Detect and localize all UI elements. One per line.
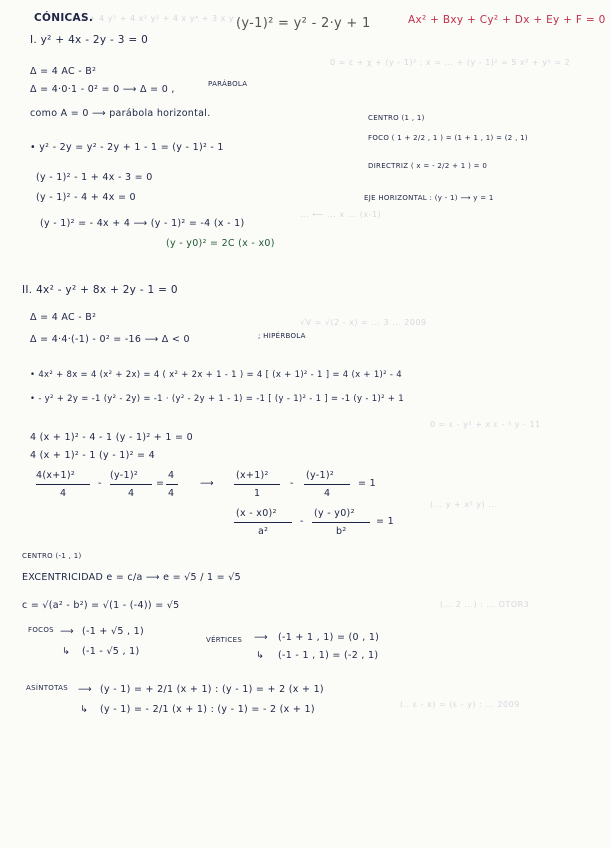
bleed-through-text: √V = √(2 - x) = ... 3 ... 2009 [300, 318, 427, 327]
arrow-icon: ↳ [80, 704, 89, 715]
bleed-through-text: (... y + x² y) ... [430, 500, 498, 509]
fraction-numerator: (x - x0)² [236, 508, 277, 519]
problem2-line: Δ = 4·4·(-1) - 0² = -16 ⟶ Δ < 0 [30, 334, 190, 345]
hyperbola-eccentricity: EXCENTRICIDAD e = c/a ⟶ e = √5 / 1 = √5 [22, 572, 241, 583]
fraction-denominator: 4 [60, 488, 67, 499]
arrow-icon: ↳ [62, 646, 71, 657]
focus-2: (-1 - √5 , 1) [82, 646, 140, 657]
hyperbola-c-value: c = √(a² - b²) = √(1 - (-4)) = √5 [22, 600, 180, 611]
equals-sign: = [156, 478, 165, 489]
problem2-line: • - y² + 2y = -1 (y² - 2y) = -1 · (y² - 2y + 1 - 1) = -1 [ (y - 1)² - 1 ] = -1 (y - 1)² + 1 [30, 394, 404, 404]
fraction-bar [36, 484, 90, 485]
fraction-bar [110, 484, 152, 485]
fraction-numerator: 4 [168, 470, 175, 481]
problem2-line: Δ = 4 AC - B² [30, 312, 97, 323]
problem2-statement: II. 4x² - y² + 8x + 2y - 1 = 0 [22, 284, 178, 296]
arrow-icon: ⟶ [60, 626, 74, 637]
foci-label: FOCOS [28, 626, 54, 634]
arrow: ⟶ [200, 478, 214, 489]
fraction-numerator: (x+1)² [236, 470, 269, 481]
fraction-bar [234, 484, 280, 485]
page-title: CÓNICAS. [34, 12, 94, 24]
problem1-line: • y² - 2y = y² - 2y + 1 - 1 = (y - 1)² - 1 [30, 142, 224, 153]
fraction-bar [312, 522, 370, 523]
fraction-denominator: 1 [254, 488, 261, 499]
arrow-icon: ⟶ [254, 632, 268, 643]
problem1-standard-form: (y - y0)² = 2C (x - x0) [166, 238, 275, 249]
minus-sign: - [290, 478, 294, 489]
problem2-line: 4 (x + 1)² - 1 (y - 1)² = 4 [30, 450, 155, 461]
fraction-denominator: 4 [324, 488, 331, 499]
bleed-through-text: 0 = ε - y² + x ε - ² y - 11 [430, 420, 541, 429]
problem1-type-label: PARÁBOLA [208, 80, 248, 88]
bleed-through-text: ... ⟵ ... x ... (x-1) [300, 210, 382, 219]
fraction-numerator: 4(x+1)² [36, 470, 75, 481]
arrow-icon: ↳ [256, 650, 265, 661]
fraction-bar [166, 484, 178, 485]
vertex-1: (-1 + 1 , 1) = (0 , 1) [278, 632, 380, 643]
problem1-line: (y - 1)² - 4 + 4x = 0 [36, 192, 136, 203]
fraction-numerator: (y-1)² [306, 470, 334, 481]
problem1-line: como A = 0 ⟶ parábola horizontal. [30, 108, 211, 119]
vertices-label: VÉRTICES [206, 636, 243, 644]
asymptote-1: (y - 1) = + 2/1 (x + 1) : (y - 1) = + 2 (x + 1) [100, 684, 324, 695]
focus-1: (-1 + √5 , 1) [82, 626, 144, 637]
parabola-axis: EJE HORIZONTAL : (y - 1) ⟶ y = 1 [364, 194, 494, 202]
minus-sign: - [300, 516, 304, 527]
bleed-through-text: (.. ε - x) = (ε - y) : ... 2009 [400, 700, 520, 709]
handwritten-identity: (y-1)² = y² - 2·y + 1 [236, 16, 371, 31]
fraction-numerator: (y - y0)² [314, 508, 355, 519]
equals-one: = 1 [358, 478, 376, 489]
bleed-through-text: (... 2 ...) : ... OTOR3 [440, 600, 530, 609]
parabola-focus: FOCO ( 1 + 2/2 , 1 ) = (1 + 1 , 1) = (2 , 1) [368, 134, 528, 142]
asymptotes-label: ASÍNTOTAS [26, 684, 68, 692]
fraction-denominator: 4 [128, 488, 135, 499]
fraction-denominator: b² [336, 526, 347, 537]
fraction-bar [234, 522, 292, 523]
vertex-2: (-1 - 1 , 1) = (-2 , 1) [278, 650, 379, 661]
arrow-icon: ⟶ [78, 684, 92, 695]
fraction-denominator: 4 [168, 488, 175, 499]
equals-one: = 1 [376, 516, 394, 527]
problem1-line: Δ = 4 AC - B² [30, 66, 97, 77]
fraction-denominator: a² [258, 526, 269, 537]
general-conic-formula: Ax² + Bxy + Cy² + Dx + Ey + F = 0 [408, 14, 606, 26]
hyperbola-center: CENTRO (-1 , 1) [22, 552, 82, 560]
problem2-line: 4 (x + 1)² - 4 - 1 (y - 1)² + 1 = 0 [30, 432, 193, 443]
asymptote-2: (y - 1) = - 2/1 (x + 1) : (y - 1) = - 2 (x + 1) [100, 704, 315, 715]
problem1-statement: I. y² + 4x - 2y - 3 = 0 [30, 34, 149, 46]
fraction-bar [304, 484, 350, 485]
problem1-line: (y - 1)² - 1 + 4x - 3 = 0 [36, 172, 153, 183]
parabola-directrix: DIRECTRIZ ( x = - 2/2 + 1 ) = 0 [368, 162, 488, 170]
problem1-line: (y - 1)² = - 4x + 4 ⟶ (y - 1)² = -4 (x - 1) [40, 218, 245, 229]
fraction-numerator: (y-1)² [110, 470, 138, 481]
problem2-line: • 4x² + 8x = 4 (x² + 2x) = 4 ( x² + 2x + 1 - 1 ) = 4 [ (x + 1)² - 1 ] = 4 (x + 1)² - 4 [30, 370, 402, 380]
problem2-type-label: ; HIPÉRBOLA [258, 332, 306, 340]
minus-sign: - [98, 478, 102, 489]
bleed-through-text: 0 = ε + χ + (y - 1)² : x = ... + (y - 1)² = 5 x² + y² = 2 [330, 58, 571, 67]
parabola-center: CENTRO (1 , 1) [368, 114, 425, 122]
bleed-through-text: + 3 + 4 y² + 4 x² y² + 4 x y⁴ + 3 x y [70, 14, 235, 23]
problem1-line: Δ = 4·0·1 - 0² = 0 ⟶ Δ = 0 , [30, 84, 175, 95]
